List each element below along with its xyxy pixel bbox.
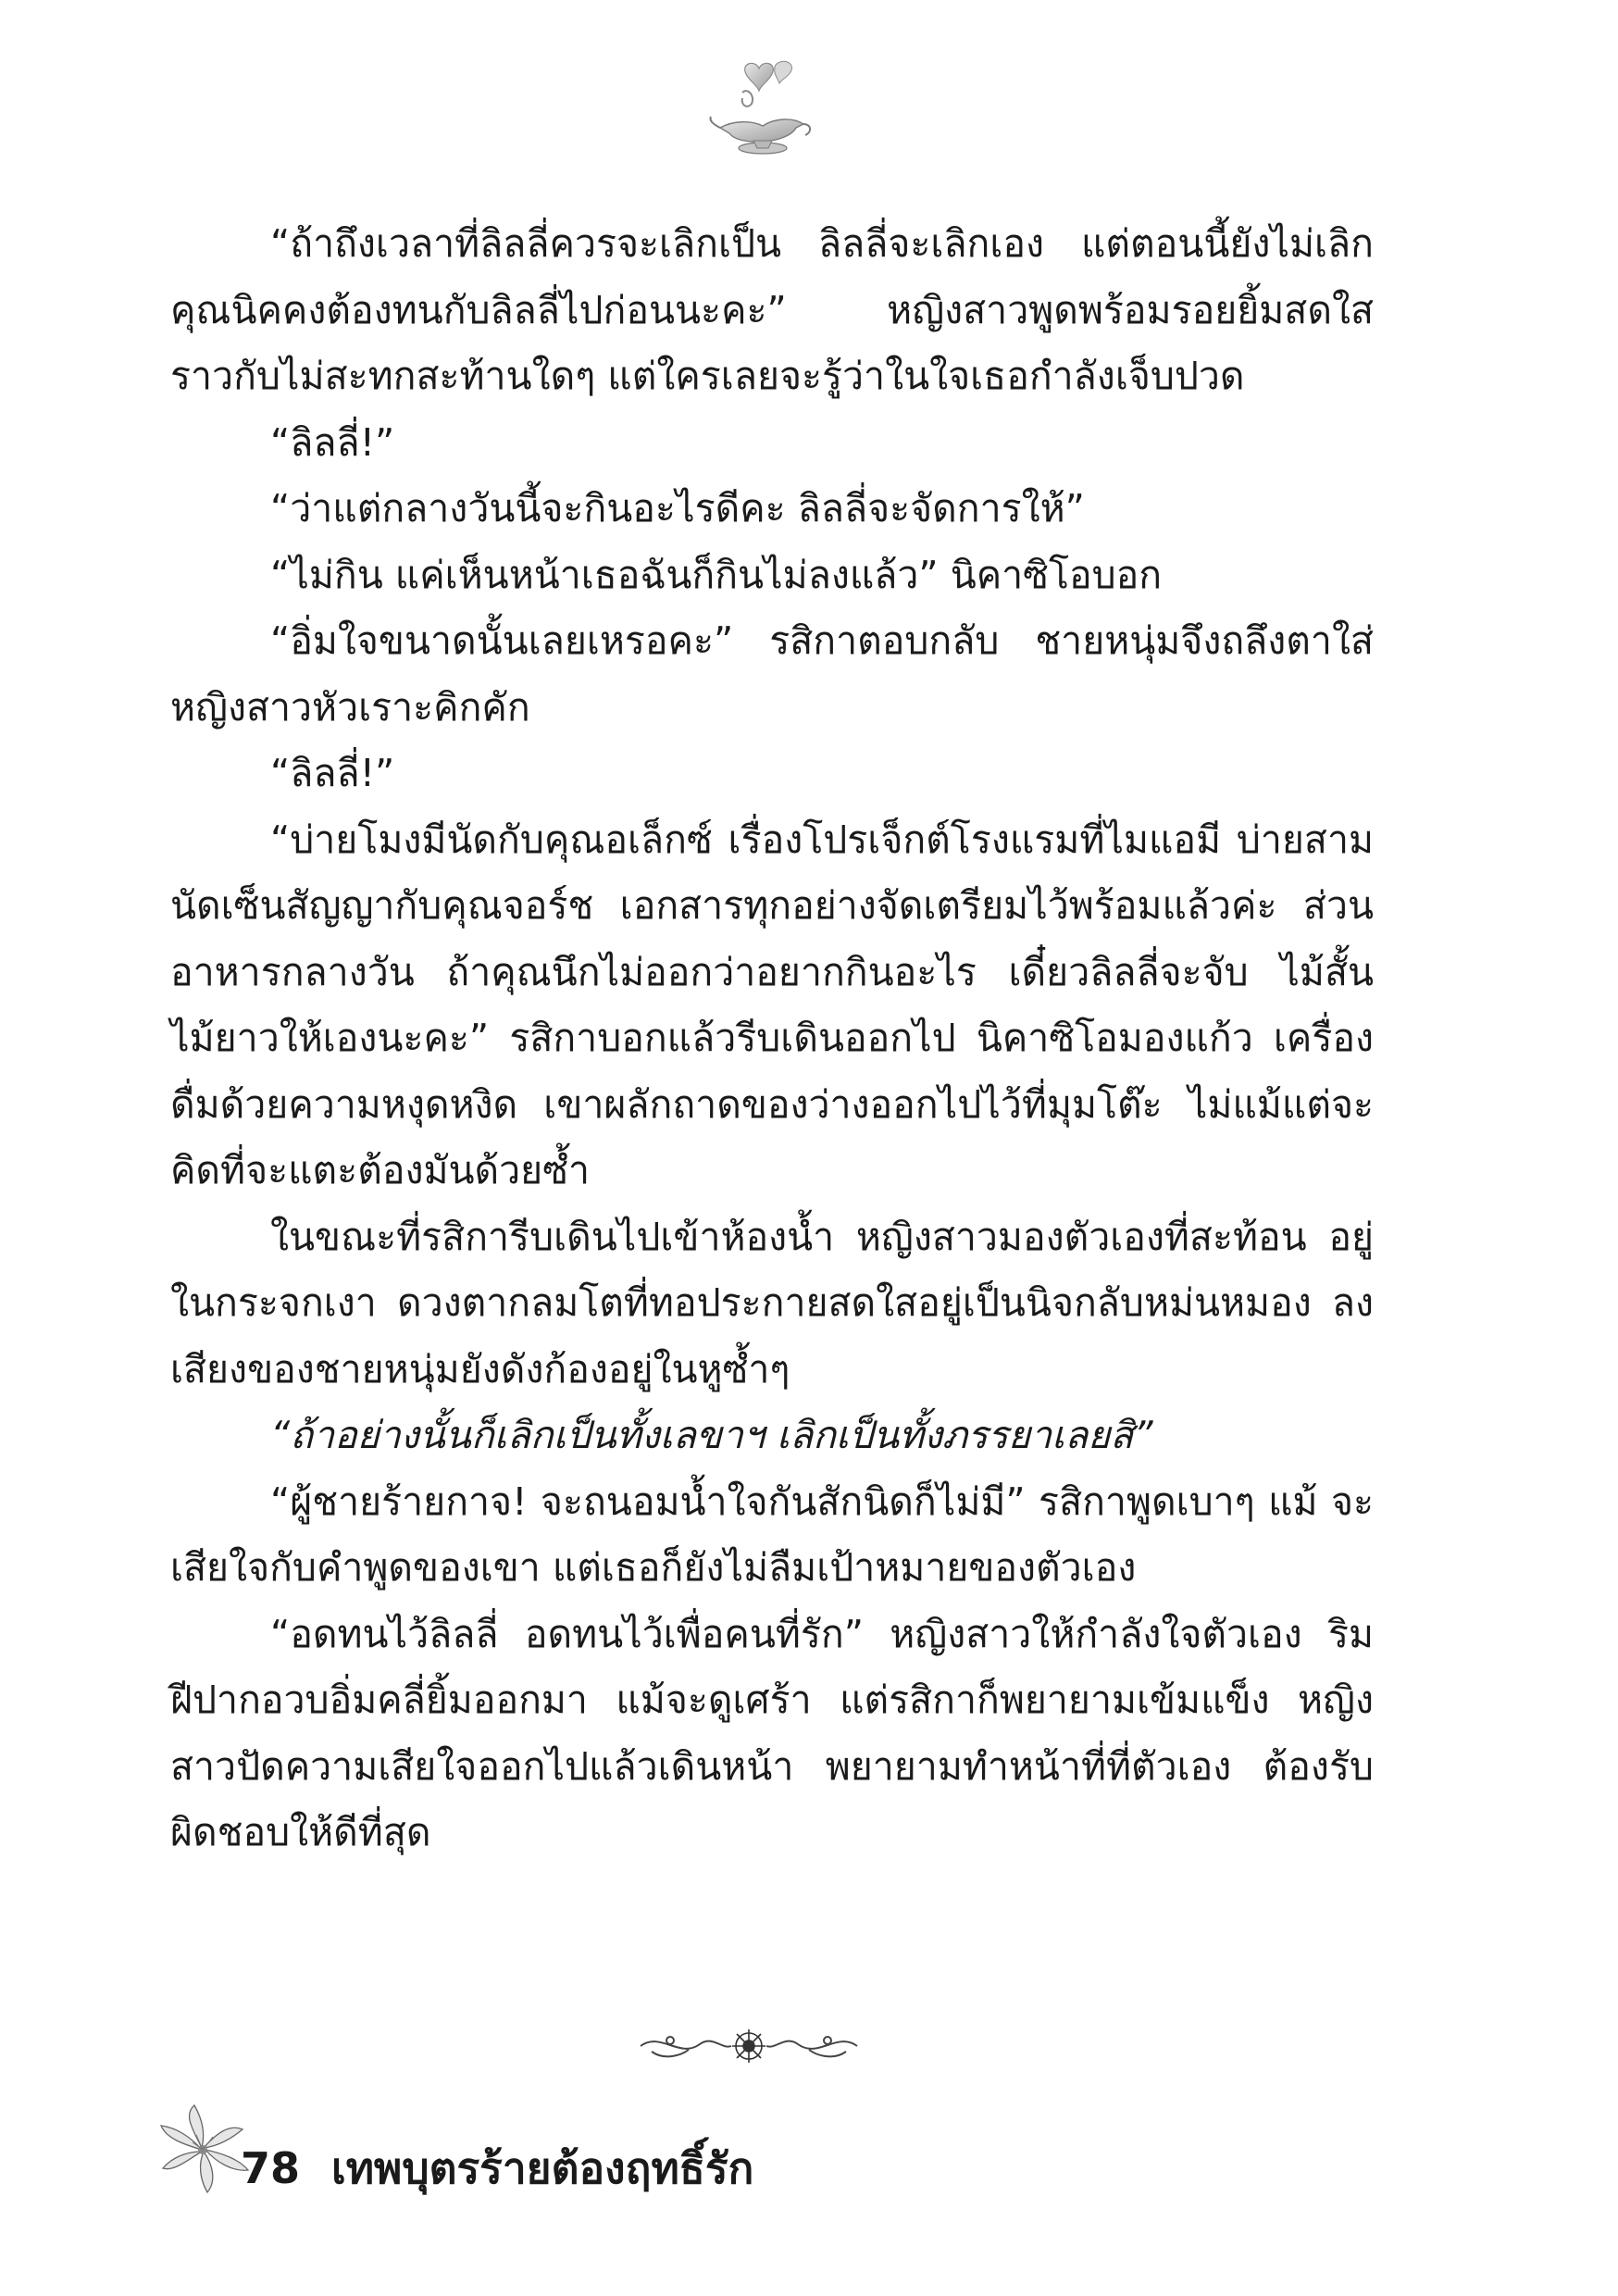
paragraph: “ลิลลี่!”	[270, 419, 395, 465]
story-text	[170, 211, 1374, 1866]
book-title: เทพบุตรร้ายต้องฤทธิ์รัก	[331, 2143, 754, 2193]
lamp-ornament-icon	[707, 56, 818, 167]
paragraph: “บ่ายโมงมีนัดกับคุณอเล็กซ์ เรื่องโปรเจ็กต์โรงแรมที่ไมแอมี บ่ายสาม นัดเซ็นสัญญากับคุณจอร์ช เอกสารทุกอย่างจัดเตรียมไว้พร้อมแล้วค่ะ ส่วนอาหารกลางวัน ถ้าคุณนึกไม่ออกว่าอยากกินอะไร เดี๋ยวลิลลี่จะจับ ไม้สั้นไม้ยาวให้เองนะคะ” รสิกาบอกแล้วรีบเดินออกไป นิคาซิโอมองแก้ว เครื่องดื่มด้วยความหงุดหงิด เขาผลักถาดของว่างออกไปไว้ที่มุมโต๊ะ ไม่แม้แต่จะคิดที่จะแตะต้องมันด้วยซ้ำ	[170, 817, 1374, 1192]
paragraph: “ไม่กิน แค่เห็นหน้าเธอฉันก็กินไม่ลงแล้ว” นิคาซิโอบอก	[270, 552, 1163, 597]
paragraph: “ผู้ชายร้ายกาจ! จะถนอมน้ำใจกันสักนิดก็ไม่มี” รสิกาพูดเบาๆ แม้ จะเสียใจกับคำพูดของเขา แต่เธอก็ยังไม่ลืมเป้าหมายของตัวเอง	[170, 1479, 1374, 1590]
page-footer	[156, 2102, 989, 2203]
paragraph: “ลิลลี่!”	[270, 751, 395, 795]
paragraph: ในขณะที่รสิการีบเดินไปเข้าห้องน้ำ หญิงสาวมองตัวเองที่สะท้อน อยู่ในกระจกเงา ดวงตากลมโตที่ทอประกายสดใสอยู่เป็นนิจกลับหม่นหมอง ลง เสียงของชายหนุ่มยังดังก้องอยู่ในหูซ้ำๆ	[170, 1214, 1374, 1391]
paragraph: “ถ้าถึงเวลาที่ลิลลี่ควรจะเลิกเป็น ลิลลี่จะเลิกเอง แต่ตอนนี้ยังไม่เลิก คุณนิคคงต้องทนกับลิลลี่ไปก่อนนะคะ” หญิงสาวพูดพร้อมรอยยิ้มสดใส ราวกับไม่สะทกสะท้านใดๆ แต่ใครเลยจะรู้ว่าในใจเธอกำลังเจ็บปวด	[170, 221, 1374, 398]
page-number: 78	[241, 2143, 301, 2193]
paragraph: “อดทนไว้ลิลลี่ อดทนไว้เพื่อคนที่รัก” หญิงสาวให้กำลังใจตัวเอง ริมฝีปากอวบอิ่มคลี่ยิ้มออกมา แม้จะดูเศร้า แต่รสิกาก็พยายามเข้มแข็ง หญิงสาวปัดความเสียใจออกไปแล้วเดินหน้า พยายามทำหน้าที่ที่ตัวเอง ต้องรับผิดชอบให้ดีที่สุด	[170, 1611, 1374, 1854]
paragraph: “อิ่มใจขนาดนั้นเลยเหรอคะ” รสิกาตอบกลับ ชายหนุ่มจึงถลึงตาใส่ หญิงสาวหัวเราะคิกคัก	[170, 618, 1374, 730]
scroll-divider-icon	[633, 2018, 865, 2074]
paragraph-italic-quote: “ถ้าอย่างนั้นก็เลิกเป็นทั้งเลขาฯ เลิกเป็นทั้งภรรยาเลยสิ”	[270, 1413, 1153, 1457]
paragraph: “ว่าแต่กลางวันนี้จะกินอะไรดีคะ ลิลลี่จะจัดการให้”	[270, 486, 1085, 530]
